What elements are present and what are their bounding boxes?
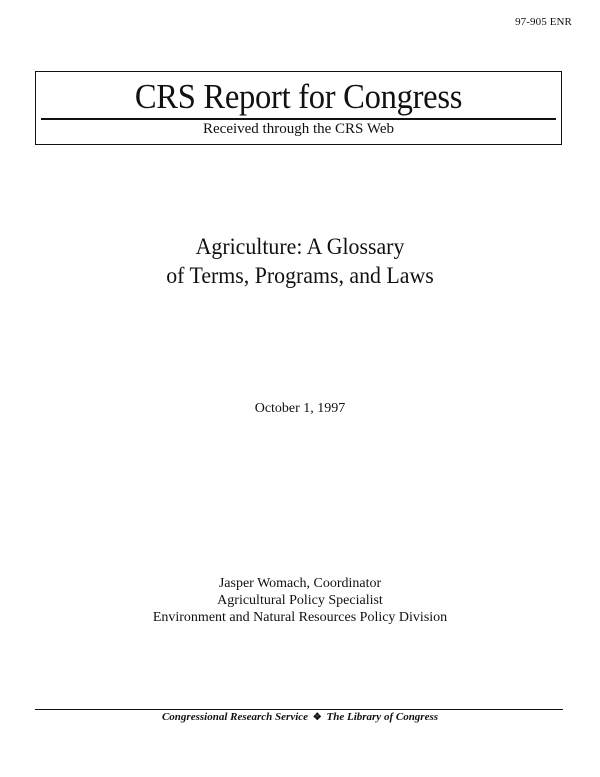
document-title-line-1: Agriculture: A Glossary xyxy=(195,234,405,259)
footer-divider xyxy=(35,709,563,710)
report-number: 97-905 ENR xyxy=(515,16,572,28)
report-header-subtitle: Received through the CRS Web xyxy=(203,121,394,137)
author-division: Environment and Natural Resources Policy Division xyxy=(152,610,448,625)
document-title xyxy=(15,232,585,290)
page-footer xyxy=(0,711,600,723)
document-title-line-2: of Terms, Programs, and Laws xyxy=(166,263,434,288)
footer-separator-icon: ❖ xyxy=(312,712,322,723)
report-header-box xyxy=(35,71,562,145)
author-block xyxy=(0,575,600,626)
footer-library: The Library of Congress xyxy=(326,711,439,723)
author-name-role: Jasper Womach, Coordinator xyxy=(218,576,382,591)
document-date: October 1, 1997 xyxy=(254,401,346,416)
author-position: Agricultural Policy Specialist xyxy=(217,593,383,608)
footer-organization: Congressional Research Service xyxy=(161,711,309,723)
report-header-title: CRS Report for Congress xyxy=(134,77,463,116)
